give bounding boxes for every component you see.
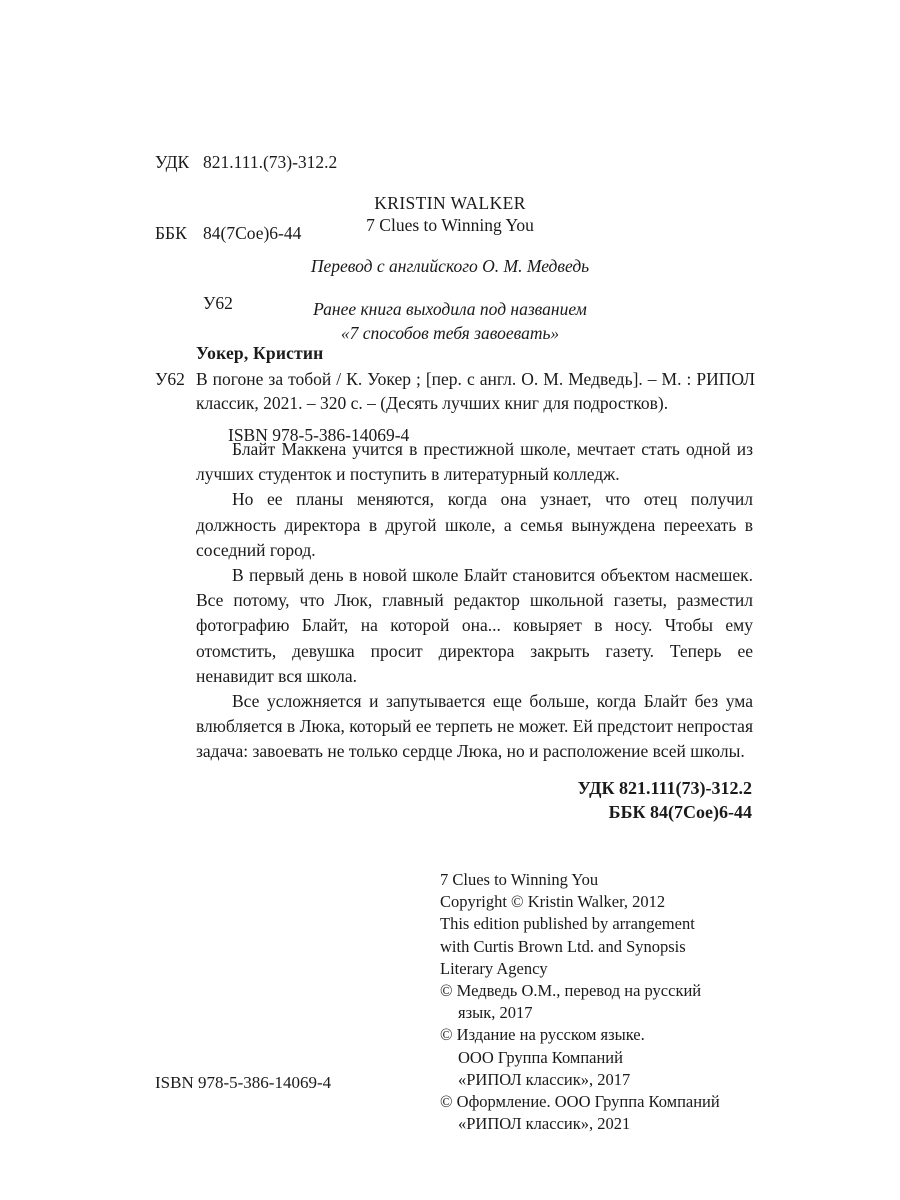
copyright-line: ООО Группа Компаний xyxy=(458,1047,623,1067)
udk-row-top xyxy=(155,151,337,175)
annotation-paragraph: В первый день в новой школе Блайт становится объектом насмешек. Все потому, что Люк, главный редактор школьной газеты, разместил фотографию Блайт, на которой она... ковыряет в носу. Чтобы ему отомстить, девушка просит директора закрыть газету. Теперь ее ненавидит вся школа. xyxy=(196,565,753,686)
original-title: 7 Clues to Winning You xyxy=(366,215,534,235)
biblio-description-text: В погоне за тобой / К. Уокер ; [пер. с англ. О. М. Медведь]. – М. : РИПОЛ классик, 2021. – 320 с. – (Десять лучших книг для подростков). xyxy=(196,368,755,413)
isbn-bottom: ISBN 978-5-386-14069-4 xyxy=(155,1073,332,1092)
previous-title-value: «7 способов тебя завоевать» xyxy=(340,323,560,343)
bbk-label-top: ББК xyxy=(155,222,187,243)
copyright-line: «РИПОЛ классик», 2021 xyxy=(458,1114,631,1134)
biblio-entry xyxy=(155,367,755,416)
bbk-value-bottom: ББК 84(7Сое)6-44 xyxy=(608,802,752,822)
annotation-paragraph: Все усложняется и запутывается еще больше, когда Блайт без ума влюбляется в Люка, который ее терпеть не может. Ей предстоит непростая задача: завоевать не только сердце Люка, но и расположение всей школы. xyxy=(196,691,753,762)
udk-value-bottom: УДК 821.111(73)-312.2 xyxy=(577,778,752,798)
shelfmark-value-top: У62 xyxy=(203,293,233,313)
translator-credit: Перевод с английского О. М. Медведь xyxy=(310,256,590,276)
copyright-line: Copyright © Kristin Walker, 2012 xyxy=(440,892,666,912)
classification-codes-bottom xyxy=(578,776,752,824)
bibliographic-description xyxy=(155,341,755,447)
annotation-paragraph: Блайт Маккена учится в престижной школе, мечтает стать одной из лучших студенток и поступить в литературный колледж. xyxy=(196,439,753,485)
previous-title-note: Ранее книга выходила под названием xyxy=(313,299,587,319)
author-name: KRISTIN WALKER xyxy=(374,193,526,213)
copyright-line: This edition published by arrangement xyxy=(440,914,695,934)
copyright-line: «РИПОЛ классик», 2017 xyxy=(458,1069,631,1089)
udk-label-top: УДК xyxy=(155,152,190,172)
title-block xyxy=(0,192,900,345)
previous-title-block xyxy=(0,297,900,345)
annotation-paragraph: Но ее планы меняются, когда она узнает, что отец получил должность директора в другой школе, а семья вынуждена переехать в соседний город. xyxy=(196,489,753,560)
udk-value-top: 821.111.(73)-312.2 xyxy=(203,152,338,172)
copyright-line: © Издание на русском языке. xyxy=(440,1025,645,1045)
copyright-line: © Медведь О.М., перевод на русский xyxy=(440,981,702,1001)
bbk-value-top: 84(7Сое)6-44 xyxy=(203,222,302,243)
copyright-line: 7 Clues to Winning You xyxy=(440,870,599,889)
copyright-block xyxy=(440,869,770,1135)
copyright-line: Literary Agency xyxy=(440,958,548,978)
biblio-author-inverted: Уокер, Кристин xyxy=(196,343,324,363)
annotation-text xyxy=(196,437,753,765)
copyright-line: with Curtis Brown Ltd. and Synopsis xyxy=(440,936,686,956)
biblio-isbn: ISBN 978-5-386-14069-4 xyxy=(228,424,410,445)
biblio-shelfmark: У62 xyxy=(155,368,185,389)
copyright-line: язык, 2017 xyxy=(458,1003,533,1023)
copyright-line: © Оформление. ООО Группа Компаний xyxy=(440,1092,720,1112)
